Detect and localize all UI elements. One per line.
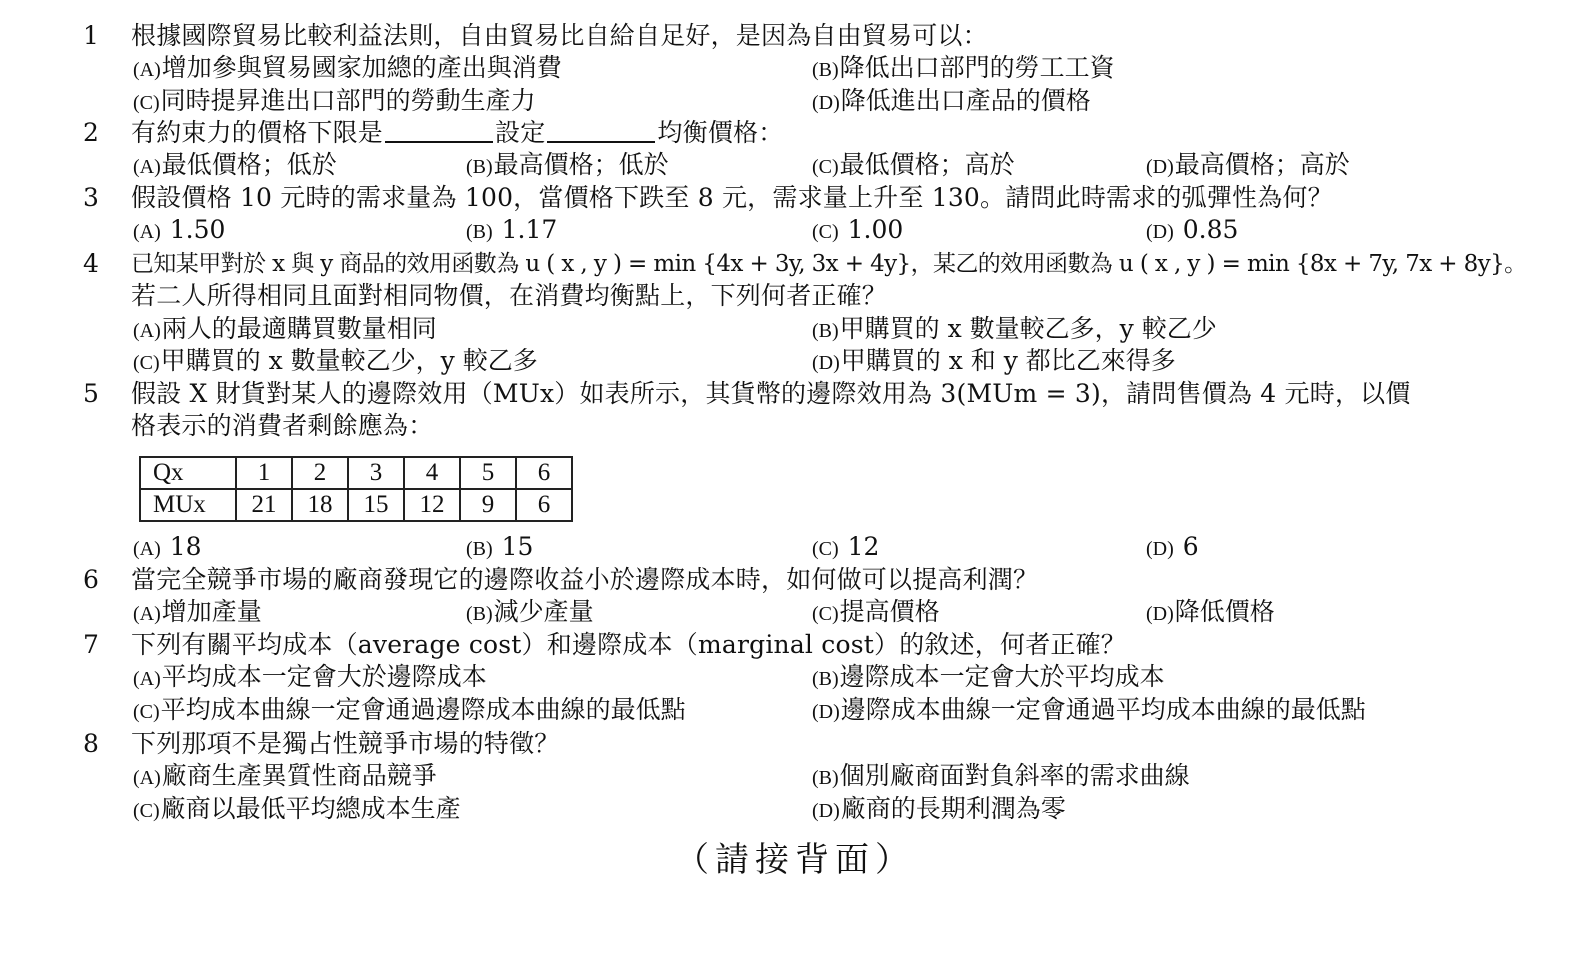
option-label: (A) bbox=[133, 538, 161, 560]
table-cell: 21 bbox=[236, 489, 292, 521]
option-text: 最低價格；低於 bbox=[161, 150, 337, 179]
option-label: (B) bbox=[466, 538, 493, 560]
table-cell: 4 bbox=[404, 457, 460, 489]
option-d[interactable] bbox=[1146, 149, 1350, 183]
table-cell: 9 bbox=[460, 489, 516, 521]
option-a[interactable] bbox=[133, 214, 225, 248]
option-b[interactable] bbox=[466, 596, 594, 630]
option-label: (D) bbox=[812, 701, 840, 723]
option-text: 甲購買的 x 數量較乙少，y 較乙多 bbox=[160, 346, 538, 375]
option-text: 降低進出口產品的價格 bbox=[840, 86, 1091, 115]
option-b[interactable] bbox=[466, 531, 533, 565]
option-label: (A) bbox=[133, 156, 161, 178]
option-c[interactable] bbox=[812, 596, 940, 630]
option-label: (C) bbox=[812, 603, 839, 625]
option-text: 個別廠商面對負斜率的需求曲線 bbox=[839, 761, 1190, 790]
option-text: 廠商以最低平均總成本生產 bbox=[160, 794, 461, 823]
option-a[interactable] bbox=[133, 661, 487, 695]
stem-part: 均衡價格： bbox=[657, 118, 784, 147]
option-b[interactable] bbox=[812, 313, 1217, 347]
option-text: 0.85 bbox=[1174, 215, 1239, 244]
option-label: (B) bbox=[812, 59, 839, 81]
table-cell: 12 bbox=[404, 489, 460, 521]
question-stem-line-1: 已知某甲對於 x 與 y 商品的效用函數為 u ( x , y ) = min {4x + 3y, 3x + 4y}，某乙的效用函數為 u ( x , y ) = min {8x + 7y, 7x + 8y}。 bbox=[131, 251, 1527, 277]
option-label: (B) bbox=[812, 668, 839, 690]
option-text: 1.17 bbox=[493, 215, 558, 244]
option-d[interactable] bbox=[1146, 531, 1199, 565]
option-label: (B) bbox=[812, 767, 839, 789]
option-text: 降低價格 bbox=[1174, 597, 1275, 626]
table-cell: 3 bbox=[348, 457, 404, 489]
question-number: 4 bbox=[83, 249, 99, 278]
option-label: (D) bbox=[812, 352, 840, 374]
stem-part: 設定 bbox=[495, 118, 546, 147]
row-header: Qx bbox=[140, 457, 236, 489]
table-cell: 2 bbox=[292, 457, 348, 489]
option-text: 邊際成本一定會大於平均成本 bbox=[839, 662, 1165, 691]
option-label: (A) bbox=[133, 603, 161, 625]
stem-part: 有約束力的價格下限是 bbox=[131, 118, 384, 147]
option-b[interactable] bbox=[466, 214, 557, 248]
table-cell: 18 bbox=[292, 489, 348, 521]
option-d[interactable] bbox=[812, 793, 1066, 827]
table-row-mux bbox=[140, 489, 572, 521]
option-label: (A) bbox=[133, 221, 161, 243]
table-cell: 5 bbox=[460, 457, 516, 489]
option-d[interactable] bbox=[1146, 214, 1238, 248]
option-text: 增加產量 bbox=[161, 597, 262, 626]
table-cell: 15 bbox=[348, 489, 404, 521]
row-header: MUx bbox=[140, 489, 236, 521]
question-stem-line-1: 假設 X 財貨對某人的邊際效用（MUx）如表所示，其貨幣的邊際效用為 3(MUm = 3)，請問售價為 4 元時，以價 bbox=[131, 379, 1411, 408]
option-a[interactable] bbox=[133, 531, 202, 565]
option-text: 最高價格；低於 bbox=[493, 150, 669, 179]
option-text: 18 bbox=[161, 532, 202, 561]
table-cell: 6 bbox=[516, 457, 572, 489]
option-d[interactable] bbox=[1146, 596, 1275, 630]
option-label: (B) bbox=[466, 156, 493, 178]
option-label: (B) bbox=[466, 603, 493, 625]
option-c[interactable] bbox=[812, 149, 1015, 183]
option-a[interactable] bbox=[133, 596, 262, 630]
option-label: (C) bbox=[812, 221, 839, 243]
question-stem: 下列有關平均成本（average cost）和邊際成本（marginal cost）的敘述，何者正確？ bbox=[131, 630, 1126, 659]
option-text: 減少產量 bbox=[493, 597, 594, 626]
option-a[interactable] bbox=[133, 760, 437, 794]
option-d[interactable] bbox=[812, 85, 1091, 119]
option-text: 廠商生產異質性商品競爭 bbox=[161, 761, 437, 790]
option-c[interactable] bbox=[133, 793, 461, 827]
option-label: (A) bbox=[133, 320, 161, 342]
option-text: 增加參與貿易國家加總的產出與消費 bbox=[161, 53, 562, 82]
option-label: (A) bbox=[133, 668, 161, 690]
option-text: 最高價格；高於 bbox=[1174, 150, 1350, 179]
option-label: (C) bbox=[133, 800, 160, 822]
option-text: 廠商的長期利潤為零 bbox=[840, 794, 1066, 823]
option-text: 1.00 bbox=[839, 215, 904, 244]
option-label: (B) bbox=[466, 221, 493, 243]
option-label: (A) bbox=[133, 767, 161, 789]
option-text: 同時提昇進出口部門的勞動生產力 bbox=[160, 86, 536, 115]
option-label: (D) bbox=[1146, 538, 1174, 560]
option-label: (D) bbox=[812, 800, 840, 822]
option-label: (D) bbox=[1146, 156, 1174, 178]
option-b[interactable] bbox=[812, 52, 1115, 86]
option-a[interactable] bbox=[133, 313, 437, 347]
option-text: 15 bbox=[493, 532, 534, 561]
table-cell: 1 bbox=[236, 457, 292, 489]
option-label: (D) bbox=[812, 92, 840, 114]
question-number: 2 bbox=[83, 118, 99, 147]
option-label: (C) bbox=[133, 92, 160, 114]
question-number: 5 bbox=[83, 379, 99, 408]
option-text: 甲購買的 x 數量較乙多，y 較乙少 bbox=[839, 314, 1217, 343]
option-c[interactable] bbox=[812, 214, 903, 248]
question-stem: 假設價格 10 元時的需求量為 100，當價格下跌至 8 元，需求量上升至 130。請問此時需求的弧彈性為何？ bbox=[131, 183, 1333, 212]
option-label: (C) bbox=[812, 538, 839, 560]
question-stem: 當完全競爭市場的廠商發現它的邊際收益小於邊際成本時，如何做可以提高利潤？ bbox=[131, 565, 1039, 594]
option-text: 平均成本一定會大於邊際成本 bbox=[161, 662, 487, 691]
page-footer: （請接背面） bbox=[675, 840, 915, 880]
question-stem: 根據國際貿易比較利益法則，自由貿易比自給自足好，是因為自由貿易可以： bbox=[131, 21, 988, 50]
option-c[interactable] bbox=[133, 694, 686, 728]
table-cell: 6 bbox=[516, 489, 572, 521]
option-b[interactable] bbox=[812, 760, 1190, 794]
question-stem: 下列那項不是獨占性競爭市場的特徵？ bbox=[131, 729, 560, 758]
option-a[interactable] bbox=[133, 52, 562, 86]
table-row-qx bbox=[140, 457, 572, 489]
option-b[interactable] bbox=[466, 149, 669, 183]
option-label: (D) bbox=[1146, 603, 1174, 625]
option-label: (C) bbox=[133, 701, 160, 723]
option-text: 12 bbox=[839, 532, 880, 561]
option-label: (C) bbox=[133, 352, 160, 374]
option-label: (A) bbox=[133, 59, 161, 81]
option-text: 兩人的最適購買數量相同 bbox=[161, 314, 437, 343]
option-a[interactable] bbox=[133, 149, 337, 183]
option-d[interactable] bbox=[812, 694, 1366, 728]
marginal-utility-table bbox=[139, 456, 573, 522]
option-text: 1.50 bbox=[161, 215, 226, 244]
answer-blank bbox=[385, 117, 493, 143]
option-text: 最低價格；高於 bbox=[839, 150, 1015, 179]
question-number: 6 bbox=[83, 565, 99, 594]
option-c[interactable] bbox=[133, 85, 536, 119]
option-text: 6 bbox=[1174, 532, 1199, 561]
option-text: 邊際成本曲線一定會通過平均成本曲線的最低點 bbox=[840, 695, 1366, 724]
question-number: 1 bbox=[83, 21, 99, 50]
option-b[interactable] bbox=[812, 661, 1165, 695]
option-text: 平均成本曲線一定會通過邊際成本曲線的最低點 bbox=[160, 695, 686, 724]
option-label: (D) bbox=[1146, 221, 1174, 243]
option-d[interactable] bbox=[812, 345, 1176, 379]
option-label: (B) bbox=[812, 320, 839, 342]
option-text: 甲購買的 x 和 y 都比乙來得多 bbox=[840, 346, 1176, 375]
question-stem bbox=[131, 117, 783, 149]
question-number: 8 bbox=[83, 729, 99, 758]
option-text: 提高價格 bbox=[839, 597, 940, 626]
option-text: 降低出口部門的勞工工資 bbox=[839, 53, 1115, 82]
option-label: (C) bbox=[812, 156, 839, 178]
option-c[interactable] bbox=[812, 531, 879, 565]
answer-blank bbox=[547, 117, 655, 143]
question-number: 3 bbox=[83, 183, 99, 212]
option-c[interactable] bbox=[133, 345, 538, 379]
question-stem-line-2: 若二人所得相同且面對相同物價，在消費均衡點上，下列何者正確？ bbox=[131, 281, 888, 310]
question-stem-line-2: 格表示的消費者剩餘應為： bbox=[131, 411, 434, 440]
question-number: 7 bbox=[83, 630, 99, 659]
